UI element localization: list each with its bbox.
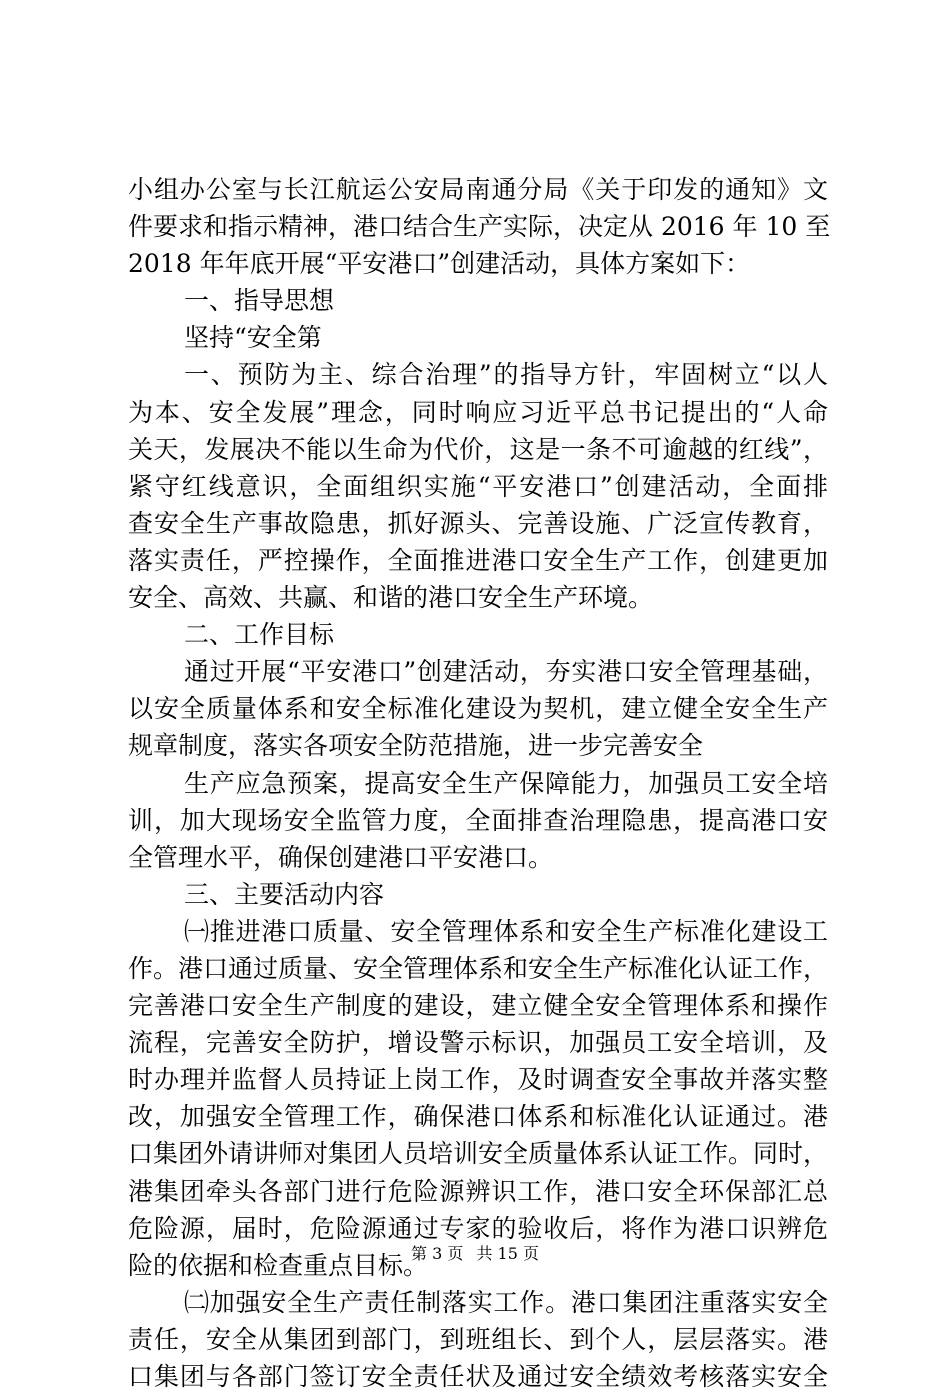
page-footer [0,1244,950,1264]
text-line: 小组办公室与长江航运公安局南通分局《关于印发的通知》文 [128,175,828,204]
text-line: 生产应急预案，提高安全生产保障能力，加强员工安全培 [184,768,828,798]
text-line: 口集团与各部门签订安全责任状及通过安全绩效考核落实安全 [128,1362,828,1391]
text-line: 作。港口通过质量、安全管理体系和安全生产标准化认证工作， [128,953,829,983]
text-line: 2018 年年底开展“平安港口”创建活动，具体方案如下： [128,249,751,279]
text-line: 为本、安全发展”理念，同时响应习近平总书记提出的“人命 [128,397,828,427]
text-line: 危险源，届时，危险源通过专家的验收后，将作为港口识辨危 [128,1213,828,1243]
page-number: 第 3 页 [411,1244,464,1263]
text-line: 关天，发展决不能以生命为代价，这是一条不可逾越的红线”， [128,434,828,464]
text-line: 责任，安全从集团到部门，到班组长、到个人，层层落实。港 [128,1324,828,1354]
text-line: 以安全质量体系和安全标准化建设为契机，建立健全安全生产 [128,694,828,724]
text-line: 险的依据和检查重点目标。 [128,1250,429,1280]
text-line: 一、预防为主、综合治理”的指导方针，牢固树立“以人 [184,360,828,390]
text-line: ㈡加强安全生产责任制落实工作。港口集团注重落实安全 [184,1287,828,1317]
page-total: 共 15 页 [476,1244,539,1263]
text-line: ㈠推进港口质量、安全管理体系和安全生产标准化建设工 [184,916,828,946]
text-line: 流程，完善安全防护，增设警示标识，加强员工安全培训，及 [128,1028,828,1058]
text-line: 安全、高效、共赢、和谐的港口安全生产环境。 [128,583,654,613]
text-line: 三、主要活动内容 [184,879,385,909]
text-line: 口集团外请讲师对集团人员培训安全质量体系认证工作。同时， [128,1139,829,1169]
text-line: 训，加大现场安全监管力度，全面排查治理隐患，提高港口安 [128,805,828,835]
text-line: 时办理并监督人员持证上岗工作，及时调查安全事故并落实整 [128,1065,828,1095]
text-line: 件要求和指示精神，港口结合生产实际，决定从 2016 年 10 至 [128,212,831,242]
text-line: 紧守红线意识，全面组织实施“平安港口”创建活动，全面排 [128,471,828,501]
text-line: 全管理水平，确保创建港口平安港口。 [128,842,554,872]
text-line: 通过开展“平安港口”创建活动，夯实港口安全管理基础， [184,657,828,687]
text-line: 一、指导思想 [184,286,335,316]
text-line: 完善港口安全生产制度的建设，建立健全安全管理体系和操作 [128,991,828,1021]
text-line: 规章制度，落实各项安全防范措施，进一步完善安全 [128,731,704,761]
text-line: 查安全生产事故隐患，抓好源头、完善设施、广泛宣传教育， [128,508,828,538]
text-line: 坚持“安全第 [184,323,322,353]
text-line: 改，加强安全管理工作，确保港口体系和标准化认证通过。港 [128,1102,828,1132]
text-line: 港集团牵头各部门进行危险源辨识工作，港口安全环保部汇总 [128,1176,828,1206]
text-line: 二、工作目标 [184,620,335,650]
text-line: 落实责任，严控操作，全面推进港口安全生产工作，创建更加 [128,545,828,575]
document-body [128,171,831,1395]
